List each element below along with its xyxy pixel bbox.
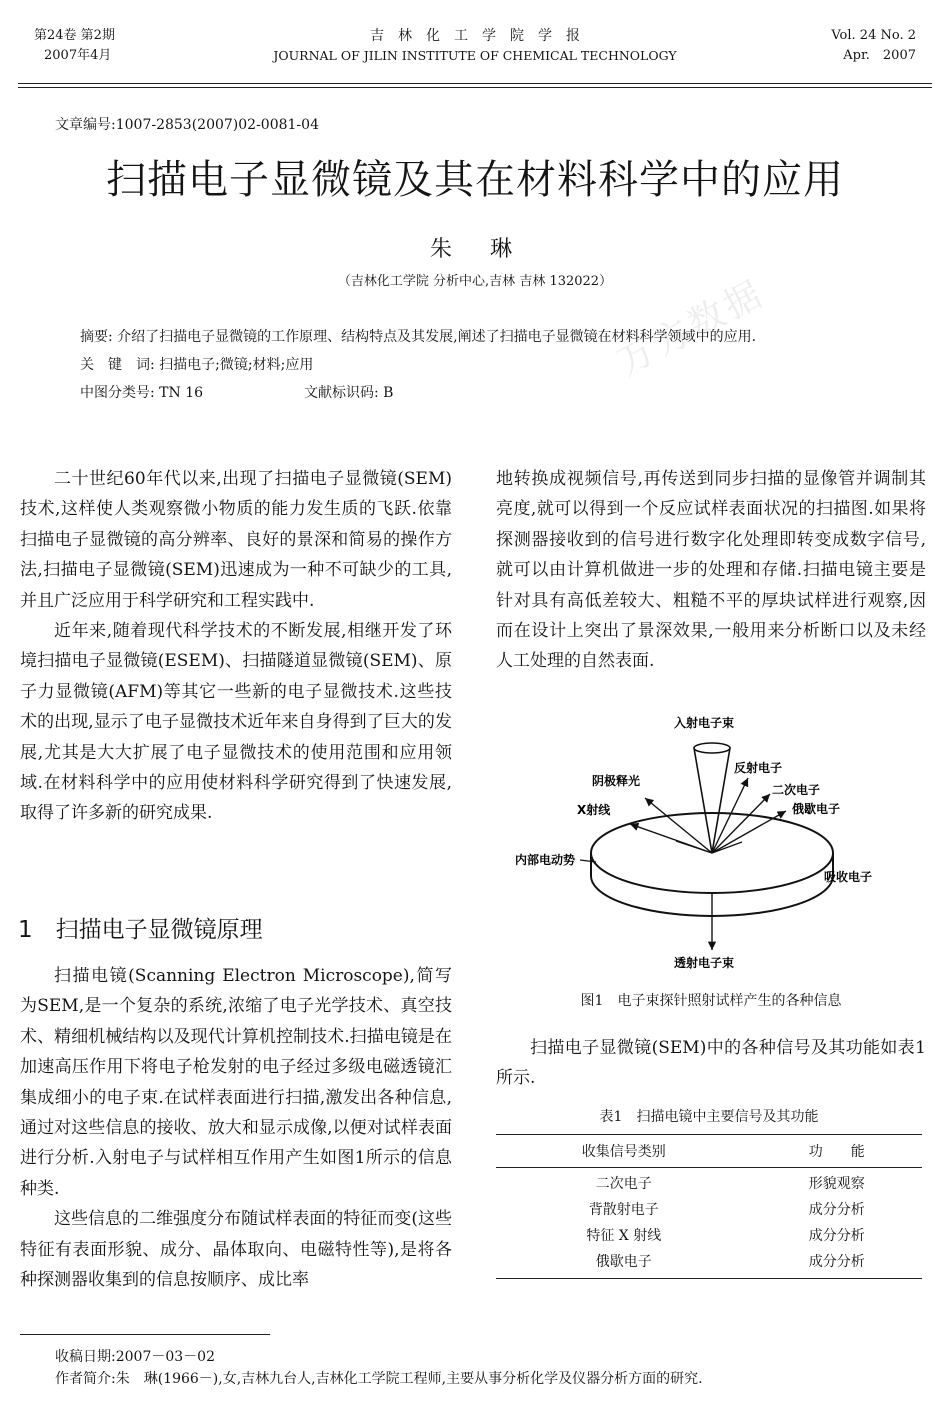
paragraph: 这些信息的二维强度分布随试样表面的特征而变(这些特征有表面形貌、成分、晶体取向、电磁特性等),是将各种探测器收集到的信息按顺序、成比率: [20, 1209, 452, 1291]
table-row: [496, 1249, 922, 1279]
table-cell: 成分分析: [808, 1202, 865, 1218]
table-cell: 特征 X 射线: [586, 1228, 662, 1244]
header-right: [831, 26, 916, 66]
page-title: 扫描电子显微镜及其在材料科学中的应用: [106, 157, 844, 203]
abstract-block: [80, 323, 870, 407]
author-name: 朱 琳: [429, 237, 520, 262]
keywords: 关 键 词: 扫描电子;微镜;材料;应用: [80, 357, 314, 373]
table-cell: 俄歇电子: [496, 1249, 752, 1279]
figure-electron-beam-diagram: [496, 700, 926, 990]
classification-line: [80, 379, 870, 407]
label-backscatter: 反射电子: [734, 761, 783, 775]
figure-caption: 图1 电子束探针照射试样产生的各种信息: [580, 993, 842, 1009]
header-date-cn: 2007年4月: [44, 48, 112, 63]
label-cathodoluminescence: 阴极释光: [592, 774, 641, 788]
paragraph: 二十世纪60年代以来,出现了扫描电子显微镜(SEM)技术,这样使人类观察微小物质的能力发生质的飞跃.依靠扫描电子显微镜的高分辨率、良好的景深和简易的操作方法,扫描电子显微镜(SEM)迅速成为一种不可缺少的工具,并且广泛应用于科学研究和工程实践中.: [20, 469, 452, 611]
left-column-top: [20, 464, 452, 829]
table-cell: 背散射电子: [588, 1202, 659, 1218]
signal-table-wrap: [496, 1134, 922, 1279]
table-row: [496, 1168, 922, 1198]
incident-beam-top: [694, 743, 730, 753]
header-rule-top: [18, 83, 932, 84]
header-journal-cn: 吉 林 化 工 学 院 学 报: [370, 28, 580, 44]
header-journal-en: JOURNAL OF JILIN INSTITUTE OF CHEMICAL TECHNOLOGY: [273, 48, 677, 63]
table-header-row: [496, 1135, 922, 1168]
label-absorbed-electron: 吸收电子: [824, 870, 873, 884]
label-internal-emf: 内部电动势: [515, 853, 576, 867]
label-transmitted-beam: 透射电子束: [674, 956, 735, 970]
table-row: [496, 1197, 922, 1223]
background-watermark: 万方数据: [611, 272, 772, 384]
abstract-text: 摘要: 介绍了扫描电子显微镜的工作原理、结构特点及其发展,阐述了扫描电子显微镜在材料科学领域中的应用.: [80, 329, 757, 345]
right-column-top: [496, 464, 926, 677]
header-vol-issue-en: Vol. 24 No. 2: [831, 28, 916, 43]
table-cell: 成分分析: [752, 1249, 922, 1279]
table-cell: 成分分析: [808, 1228, 865, 1244]
footnote-rule: [20, 1334, 270, 1335]
paragraph: 地转换成视频信号,再传送到同步扫描的显像管并调制其亮度,就可以得到一个反应试样表面状况的扫描图.如果将探测器接收到的信号进行数字化处理即转变成数字信号,就可以由计算机做进一步的处理和存储.扫描电镜主要是针对具有高低差较大、粗糙不平的厚块试样进行观察,因而在设计上突出了景深效果,一般用来分析断口以及未经人工处理的自然表面.: [496, 469, 926, 672]
paragraph: 近年来,随着现代科学技术的不断发展,相继开发了环境扫描电子显微镜(ESEM)、扫描隧道显微镜(SEM)、原子力显微镜(AFM)等其它一些新的电子显微技术.这些技术的出现,显示了电子显微技术近年来自身得到了巨大的发展,尤其是大大扩展了电子显微技术的使用范围和应用领域.在材料科学中的应用使材料科学研究得到了快速发展,取得了许多新的研究成果.: [20, 621, 452, 824]
table-cell: 二次电子: [595, 1176, 652, 1192]
received-date: 收稿日期:2007－03－02: [55, 1349, 215, 1365]
author-affiliation: （吉林化工学院 分析中心,吉林 吉林 132022）: [337, 274, 613, 289]
header-vol-issue-cn: 第24卷 第2期: [34, 28, 115, 43]
author-bio: 作者简介:朱 琳(1966－),女,吉林九台人,吉林化工学院工程师,主要从事分析化学及仪器分析方面的研究.: [55, 1371, 703, 1387]
footnote: [55, 1346, 915, 1390]
signal-table: [496, 1134, 922, 1279]
label-incident-beam: 入射电子束: [674, 716, 735, 730]
table-cell: 形貌观察: [808, 1176, 865, 1192]
label-auger-electron: 俄歇电子: [792, 802, 841, 816]
section-heading: 1 扫描电子显微镜原理: [18, 917, 263, 943]
table-header-cell: 收集信号类别: [496, 1135, 752, 1168]
header-center: [0, 26, 950, 66]
label-secondary-electron: 二次电子: [772, 783, 821, 797]
header-rule-bottom: [18, 87, 932, 88]
right-column-bottom: [496, 1033, 926, 1094]
article-number: 文章编号:1007-2853(2007)02-0081-04: [55, 117, 319, 133]
clc-number: 中图分类号: TN 16: [80, 385, 204, 401]
paragraph: 扫描电子显微镜(SEM)中的各种信号及其功能如表1所示.: [496, 1038, 926, 1089]
left-column-bottom: [20, 961, 452, 1295]
header-date-en: Apr. 2007: [843, 48, 916, 63]
table-caption: 表1 扫描电镜中主要信号及其功能: [599, 1109, 819, 1125]
table-row: [496, 1223, 922, 1249]
paragraph: 扫描电镜(Scanning Electron Microscope),简写为SEM,是一个复杂的系统,浓缩了电子光学技术、真空技术、精细机械结构以及现代计算机控制技术.扫描电镜是在加速高压作用下将电子枪发射的电子经过多级电磁透镜汇集成细小的电子束.在试样表面进行扫描,激发出各种信息,通过对这些信息的接收、放大和显示成像,以便对试样表面进行分析.入射电子与试样相互作用产生如图1所示的信息种类.: [20, 966, 452, 1199]
label-xray: X射线: [577, 803, 611, 817]
document-code: 文献标识码: B: [304, 385, 394, 401]
table-header-cell: 功 能: [752, 1135, 922, 1168]
